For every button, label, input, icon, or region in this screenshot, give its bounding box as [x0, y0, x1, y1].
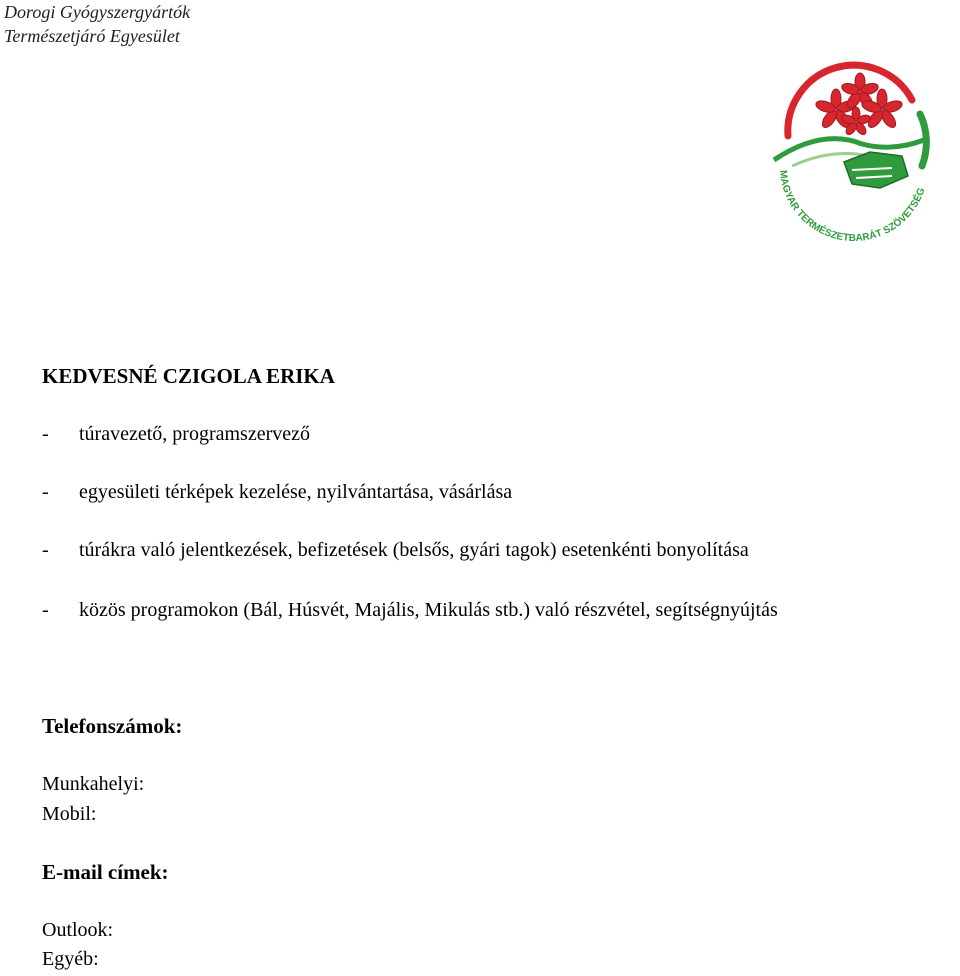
organization-header	[4, 0, 190, 48]
work-phone-label: Munkahelyi:	[42, 773, 145, 795]
duty-item	[42, 420, 899, 448]
mtsz-logo-icon	[752, 48, 960, 244]
duty-dash: -	[42, 539, 49, 561]
duty-item	[42, 596, 819, 624]
duty-text: egyesületi térképek kezelése, nyilvántartása, vásárlása	[79, 481, 513, 503]
duty-item	[42, 478, 899, 506]
duty-item	[42, 536, 899, 564]
duty-dash: -	[42, 481, 49, 503]
emails-heading: E-mail címek:	[42, 860, 169, 884]
organization-name-line1: Dorogi Gyógyszergyártók	[4, 2, 191, 22]
duty-text: közös programokon (Bál, Húsvét, Majális, Mikulás stb.) való részvétel, segítségnyújtás	[79, 599, 778, 621]
phones-heading: Telefonszámok:	[42, 714, 183, 738]
mobile-phone-label: Mobil:	[42, 803, 97, 825]
organization-name-line2: Természetjáró Egyesület	[4, 26, 180, 46]
person-name: KEDVESNÉ CZIGOLA ERIKA	[42, 364, 335, 388]
other-email-label: Egyéb:	[42, 948, 99, 970]
outlook-email-label: Outlook:	[42, 919, 114, 941]
duty-dash: -	[42, 423, 49, 445]
logo-text: MAGYAR TERMÉSZETBARÁT SZÖVETSÉG	[776, 169, 928, 244]
duty-text: túravezető, programszervező	[79, 423, 310, 445]
mtsz-logo	[752, 48, 960, 244]
duty-dash: -	[42, 599, 49, 621]
duty-text: túrákra való jelentkezések, befizetések (belsős, gyári tagok) esetenkénti bonyolítása	[79, 539, 749, 561]
